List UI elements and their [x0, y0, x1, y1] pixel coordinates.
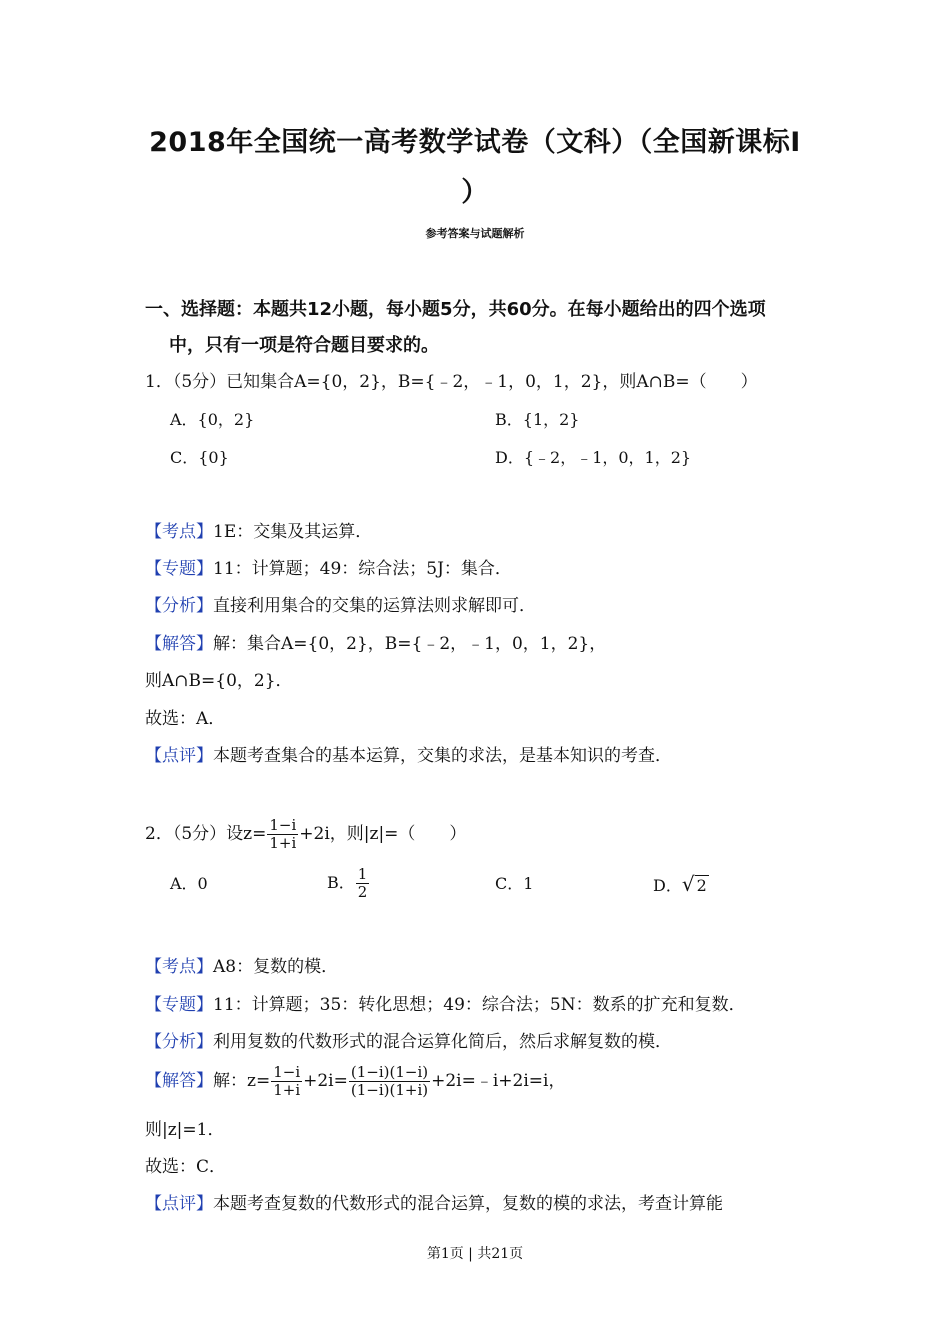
q2-option-d-label: D．: [653, 876, 682, 895]
q1-option-b: B．{1，2}: [495, 410, 580, 429]
q1-option-d: D．{﹣2，﹣1，0，1，2}: [495, 448, 692, 467]
q2-kaodian: [145, 955, 338, 979]
q1-fenxi: [145, 594, 536, 618]
q2-fenxi-text: 利用复数的代数形式的混合运算化简后，然后求解复数的模．: [213, 1032, 672, 1052]
q2-option-c: C．1: [495, 874, 534, 893]
q2-jieda-fraction-1: [271, 1064, 302, 1099]
q2-jieda-tag: 【解答】: [145, 1071, 213, 1091]
q2-jieda-fraction-2: [349, 1064, 430, 1099]
q1-dianping-tag: 【点评】: [145, 746, 213, 766]
page-footer: 第1页 | 共21页: [426, 1246, 524, 1262]
q1-kaodian: [145, 520, 372, 544]
q2-jieda-pre: 解：z=: [213, 1071, 271, 1091]
q2-stem-frac-num: 1−i: [269, 816, 297, 834]
title-line-1: 2018年全国统一高考数学试卷（文科）（全国新课标Ⅰ: [149, 127, 801, 158]
q2-stem-fraction: [267, 817, 298, 852]
q2-dianping-text: 本题考查复数的代数形式的混合运算，复数的模的求法，考查计算能: [213, 1194, 723, 1214]
subtitle: 参考答案与试题解析: [425, 227, 525, 240]
q2-jieda-frac1-den: 1+i: [273, 1081, 301, 1099]
q1-kaodian-tag: 【考点】: [145, 522, 213, 542]
q2-stem: [145, 817, 466, 852]
q1-jieda-tag: 【解答】: [145, 634, 213, 654]
q2-answer: 故选：C．: [145, 1157, 227, 1177]
q1-option-a: A．{0，2}: [170, 410, 255, 429]
q2-option-b-fraction: [356, 866, 370, 901]
section-heading-line-1: 一、选择题：本题共12小题，每小题5分，共60分。在每小题给出的四个选项: [145, 299, 766, 320]
q2-jieda-frac2-den: (1−i)(1+i): [350, 1081, 429, 1099]
q2-jieda-mid: +2i=: [303, 1071, 348, 1091]
q1-jieda-line-2: 则A∩B={0，2}．: [145, 671, 293, 691]
q2-option-d: [653, 872, 709, 898]
q2-option-b: [327, 866, 370, 901]
q2-option-b-label: B．: [327, 873, 355, 892]
q1-answer: 故选：A．: [145, 709, 226, 729]
title-line-2: ）: [461, 177, 489, 208]
q1-zhuanti-text: 11：计算题；49：综合法；5J：集合．: [213, 559, 512, 579]
section-heading: [145, 292, 825, 364]
q2-kaodian-tag: 【考点】: [145, 957, 213, 977]
q2-dianping-tag: 【点评】: [145, 1194, 213, 1214]
q1-jieda-text: 解：集合A={0，2}，B={﹣2，﹣1，0，1，2}，: [213, 634, 607, 654]
q2-option-d-radicand: 2: [696, 876, 707, 895]
q2-jieda-line-2: 则|z|=1．: [145, 1120, 225, 1140]
q1-jieda: [145, 632, 606, 656]
q2-stem-frac-den: 1+i: [269, 834, 297, 852]
q2-fenxi-tag: 【分析】: [145, 1032, 213, 1052]
q2-zhuanti: [145, 993, 746, 1017]
q1-stem: 1．（5分）已知集合A={0，2}，B={﹣2，﹣1，0，1，2}，则A∩B=（ ）: [145, 372, 758, 392]
sqrt-icon: √: [681, 872, 695, 896]
q1-zhuanti: [145, 557, 512, 581]
q1-fenxi-tag: 【分析】: [145, 596, 213, 616]
q2-stem-pre: 2．（5分）设z=: [145, 824, 267, 844]
q1-option-c: C．{0}: [170, 448, 229, 467]
q2-option-b-den: 2: [357, 883, 368, 901]
q2-option-b-num: 1: [357, 865, 368, 883]
q2-kaodian-text: A8：复数的模．: [213, 957, 339, 977]
q2-dianping: [145, 1192, 723, 1216]
section-heading-line-2: 中，只有一项是符合题目要求的。: [169, 335, 439, 356]
q2-stem-post: +2i，则|z|=（ ）: [299, 824, 467, 844]
q1-dianping: [145, 744, 672, 768]
exam-title: [100, 118, 850, 218]
q2-zhuanti-text: 11：计算题；35：转化思想；49：综合法；5N：数系的扩充和复数．: [213, 995, 746, 1015]
q2-jieda-post: +2i=﹣i+2i=i，: [431, 1071, 566, 1091]
q1-fenxi-text: 直接利用集合的交集的运算法则求解即可．: [213, 596, 536, 616]
q1-dianping-text: 本题考查集合的基本运算，交集的求法，是基本知识的考查．: [213, 746, 672, 766]
q1-kaodian-text: 1E：交集及其运算．: [213, 522, 373, 542]
q2-jieda-frac1-num: 1−i: [273, 1063, 301, 1081]
q1-zhuanti-tag: 【专题】: [145, 559, 213, 579]
q2-zhuanti-tag: 【专题】: [145, 995, 213, 1015]
q2-fenxi: [145, 1030, 672, 1054]
q2-jieda: [145, 1064, 565, 1099]
q2-jieda-frac2-num: (1−i)(1−i): [350, 1063, 429, 1081]
q2-option-a: A．0: [170, 874, 208, 893]
